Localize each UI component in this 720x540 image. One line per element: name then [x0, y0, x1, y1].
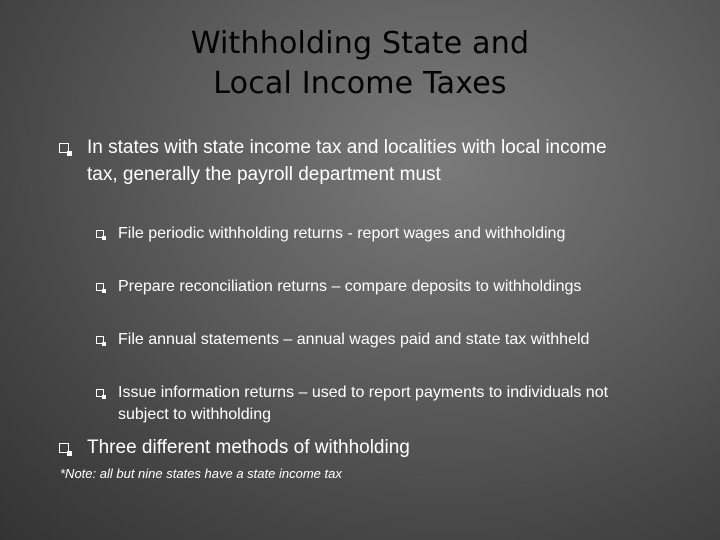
bullet-main-1	[59, 134, 632, 188]
checkbox-bullet-icon	[59, 143, 69, 153]
slide-title-line-2: Local Income Taxes	[213, 66, 507, 101]
sub-bullet-2-text: Prepare reconciliation returns – compare deposits to withholdings	[118, 278, 582, 295]
checkbox-bullet-icon	[96, 230, 104, 238]
checkbox-bullet-icon	[96, 389, 104, 397]
bullet-main-1-text: In states with state income tax and localities with local income tax, generally the payroll department must	[87, 137, 607, 185]
slide-title-line-1: Withholding State and	[190, 26, 530, 61]
checkbox-bullet-icon	[96, 283, 104, 291]
sub-bullet-2	[96, 276, 638, 298]
sub-bullet-4	[96, 382, 638, 426]
sub-bullet-3	[96, 329, 638, 351]
sub-bullet-1-text: File periodic withholding returns - report wages and withholding	[118, 225, 566, 242]
slide-title	[120, 24, 600, 104]
checkbox-bullet-icon	[59, 443, 69, 453]
footnote: *Note: all but nine states have a state income tax	[60, 466, 342, 481]
bullet-main-2	[59, 434, 632, 461]
sub-bullet-3-text: File annual statements – annual wages paid and state tax withheld	[118, 331, 590, 348]
bullet-main-2-text: Three different methods of withholding	[87, 437, 410, 458]
sub-bullet-1	[96, 223, 638, 245]
sub-bullet-4-text: Issue information returns – used to report payments to individuals not subject to withholding	[118, 384, 609, 423]
checkbox-bullet-icon	[96, 336, 104, 344]
